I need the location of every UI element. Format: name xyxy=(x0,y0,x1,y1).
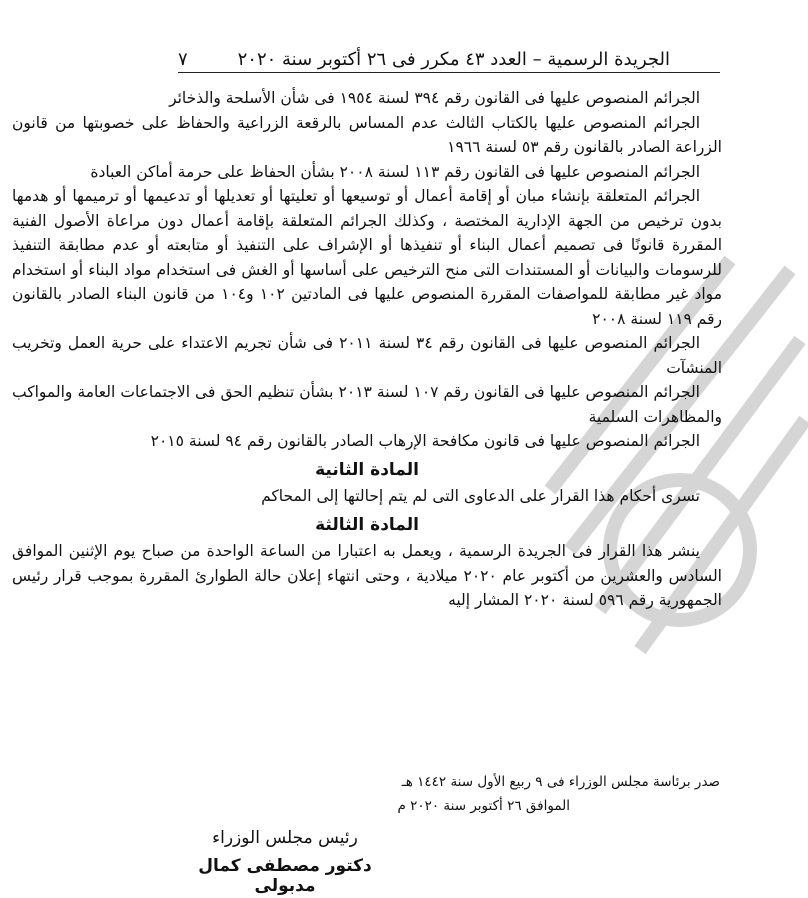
signoff-hijri-date: صدر برئاسة مجلس الوزراء فى ٩ ربيع الأول سنة ١٤٤٢ هـ xyxy=(401,774,720,790)
paragraph-terrorism-law: الجرائم المنصوص عليها فى قانون مكافحة الإرهاب الصادر بالقانون رقم ٩٤ لسنة ٢٠١٥ xyxy=(150,432,700,450)
article3-text: ينشر هذا القرار فى الجريدة الرسمية ، ويعمل به اعتبارا من الساعة الواحدة من صباح يوم الإثنين الموافق السادس والعشرين من أكتوبر عام ٢٠٢٠ ميلادية ، وحتى انتهاء إعلان حالة الطوارئ المقررة بموجب قرار رئيس الجمهورية رقم ٥٩٦ لسنة ٢٠٢٠ المشار إليه xyxy=(12,542,722,609)
paragraph-weapons-law: الجرائم المنصوص عليها فى القانون رقم ٣٩٤ لسنة ١٩٥٤ فى شأن الأسلحة والذخائر xyxy=(169,89,700,107)
prime-minister-signature xyxy=(190,828,380,896)
paragraph-labor-freedom-law: الجرائم المنصوص عليها فى القانون رقم ٣٤ لسنة ٢٠١١ فى شأن تجريم الاعتداء على حرية العمل وتخريب المنشآت xyxy=(12,334,722,377)
paragraph-agriculture-law: الجرائم المنصوص عليها بالكتاب الثالث عدم المساس بالرقعة الزراعية والحفاظ على خصوبتها من قانون الزراعة الصادر بالقانون رقم ٥٣ لسنة ١٩٦٦ xyxy=(12,113,722,156)
body-text xyxy=(12,86,722,613)
article3-heading: المادة الثالثة xyxy=(315,514,419,535)
paragraph-assembly-law: الجرائم المنصوص عليها فى القانون رقم ١٠٧ لسنة ٢٠١٣ بشأن تنظيم الحق فى الاجتماعات العامة والمواكب والمظاهرات السلمية xyxy=(12,383,722,426)
article2-heading: المادة الثانية xyxy=(315,459,419,480)
issuance-signoff xyxy=(300,770,720,818)
article2-text: تسرى أحكام هذا القرار على الدعاوى التى لم يتم إحالتها إلى المحاكم xyxy=(261,487,700,505)
header-rule xyxy=(178,72,720,73)
paragraph-worship-places-law: الجرائم المنصوص عليها فى القانون رقم ١١٣ لسنة ٢٠٠٨ بشأن الحفاظ على حرمة أماكن العبادة xyxy=(90,162,700,181)
signoff-gregorian-date: الموافق ٢٦ أكتوبر سنة ٢٠٢٠ م xyxy=(397,798,570,814)
page-header xyxy=(178,36,670,70)
paragraph-building-crimes: الجرائم المتعلقة بإنشاء مبان أو إقامة أعمال أو توسيعها أو تعليتها أو تعديلها أو تدعيمها أو ترميمها أو هدمها بدون ترخيص من الجهة الإدارية المختصة ، وكذلك الجرائم المتعلقة بإقامة أعمال دون مراعاة الأصول الفنية المقررة قانونًا فى تصميم أعمال البناء أو تنفيذها أو الإشراف على التنفيذ أو متابعته أو عدم مطابقة التنفيذ للرسومات والبيانات أو المستندات التى منح الترخيص على أساسها أو الغش فى استخدام مواد البناء أو استخدام مواد غير مطابقة للمواصفات المقررة المنصوص عليها فى المادتين ١٠٢ و١٠٤ من قانون البناء الصادر بالقانون رقم ١١٩ لسنة ٢٠٠٨ xyxy=(12,187,722,328)
chair-title: رئيس مجلس الوزراء xyxy=(212,828,358,848)
page-number: ٧ xyxy=(178,49,188,70)
chair-name: دكتور مصطفى كمال مدبولى xyxy=(198,856,372,896)
header-title: الجريدة الرسمية – العدد ٤٣ مكرر فى ٢٦ أكتوبر سنة ٢٠٢٠ xyxy=(237,49,670,70)
